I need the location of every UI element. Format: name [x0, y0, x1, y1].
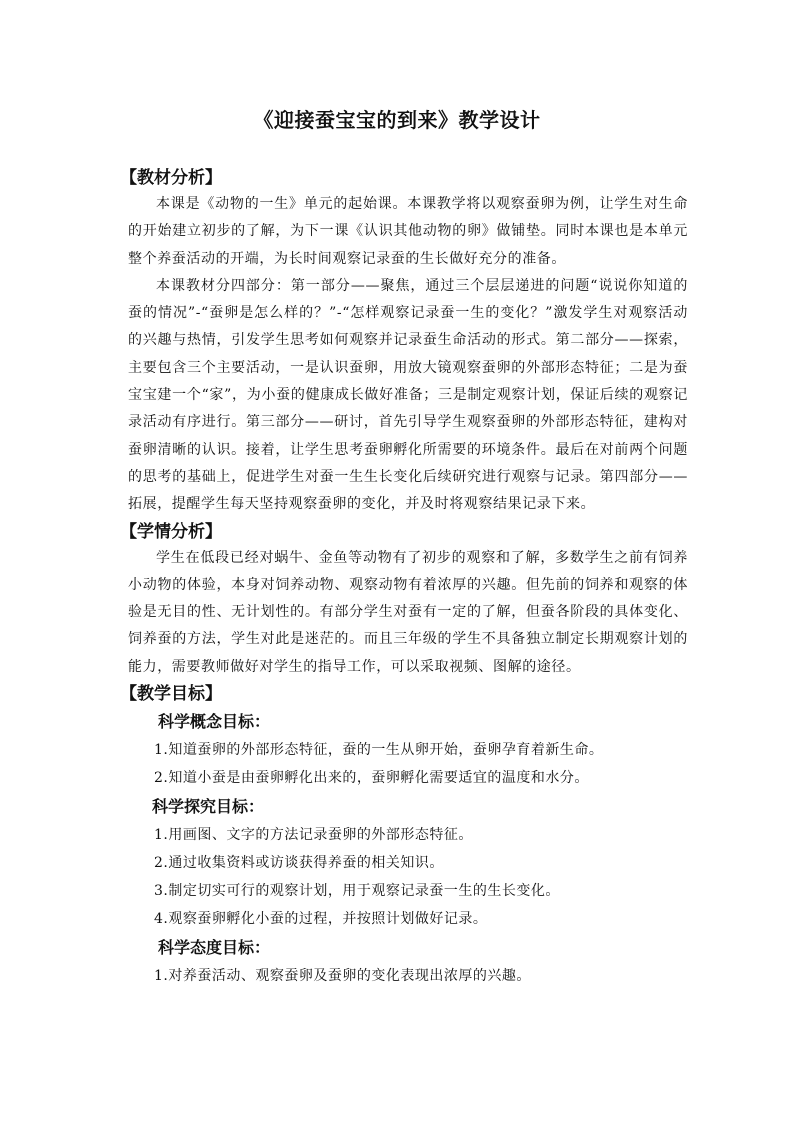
list-item: 3.制定切实可行的观察计划，用于观察记录蚕一生的生长变化。	[154, 883, 560, 900]
list-item: 4.观察蚕卵孵化小蚕的过程，并按照计划做好记录。	[154, 911, 488, 928]
material-analysis-paragraph-2: 本课教材分四部分：第一部分——聚焦，通过三个层层递进的问题“说说你知道的蚕的情况”-“蚕卵是怎么样的？”-“怎样观察记录蚕一生的变化？”激发学生对观察活动的兴趣与热情，引发学生思考如何观察并记录蚕生命活动的形式。第二部分——探索，主要包含三个主要活动，一是认识蚕卵，用放大镜观察蚕卵的外部形态特征；二是为蚕宝宝建一个“家”，为小蚕的健康成长做好准备；三是制定观察计划，保证后续的观察记录活动有序进行。第三部分——研讨，首先引导学生观察蚕卵的外部形态特征，建构对蚕卵清晰的认识。接着，让学生思考蚕卵孵化所需要的环境条件。最后在对前两个问题的思考的基础上，促进学生对蚕一生生长变化后续研究进行观察与记录。第四部分——拓展，提醒学生每天坚持观察蚕卵的变化，并及时将观察结果记录下来。	[128, 277, 688, 513]
section-heading-material-analysis: 【教材分析】	[120, 168, 222, 188]
subheading-inquiry-goals: 科学探究目标：	[152, 797, 265, 817]
inquiry-goals-list	[118, 821, 688, 933]
section-heading-teaching-goals: 【教学目标】	[120, 684, 222, 705]
list-item: 1.对养蚕活动、观察蚕卵及蚕卵的变化表现出浓厚的兴趣。	[154, 968, 531, 985]
list-item: 1.用画图、文字的方法记录蚕卵的外部形态特征。	[154, 827, 473, 844]
document-title: 《迎接蚕宝宝的到来》教学设计	[253, 108, 541, 132]
concept-goals-list	[118, 736, 688, 792]
section-heading-student-analysis: 【学情分析】	[120, 521, 222, 542]
attitude-goals-list	[118, 962, 688, 990]
subheading-attitude-goals: 科学态度目标：	[158, 938, 271, 958]
student-analysis-paragraph-1: 学生在低段已经对蜗牛、金鱼等动物有了初步的观察和了解，多数学生之前有饲养小动物的体验，本身对饲养动物、观察动物有着浓厚的兴趣。但先前的饲养和观察的体验是无目的性、无计划性的。有部分学生对蚕有一定的了解，但蚕各阶段的具体变化、饲养蚕的方法，学生对此是迷茫的。而且三年级的学生不具备独立制定长期观察计划的能力，需要教师做好对学生的指导工作，可以采取视频、图解的途径。	[128, 549, 688, 675]
list-item: 2.通过收集资料或访谈获得养蚕的相关知识。	[154, 855, 444, 872]
subheading-concept-goals: 科学概念目标：	[158, 712, 271, 732]
document-body	[118, 165, 688, 990]
list-item: 1.知道蚕卵的外部形态特征，蚕的一生从卵开始，蚕卵孕育着新生命。	[154, 742, 604, 759]
material-analysis-paragraph-1: 本课是《动物的一生》单元的起始课。本课教学将以观察蚕卵为例，让学生对生命的开始建立初步的了解，为下一课《认识其他动物的卵》做铺垫。同时本课也是本单元整个养蚕活动的开端，为长时间观察记录蚕的生长做好充分的准备。	[128, 196, 688, 267]
list-item: 2.知道小蚕是由蚕卵孵化出来的，蚕卵孵化需要适宜的温度和水分。	[154, 770, 589, 787]
